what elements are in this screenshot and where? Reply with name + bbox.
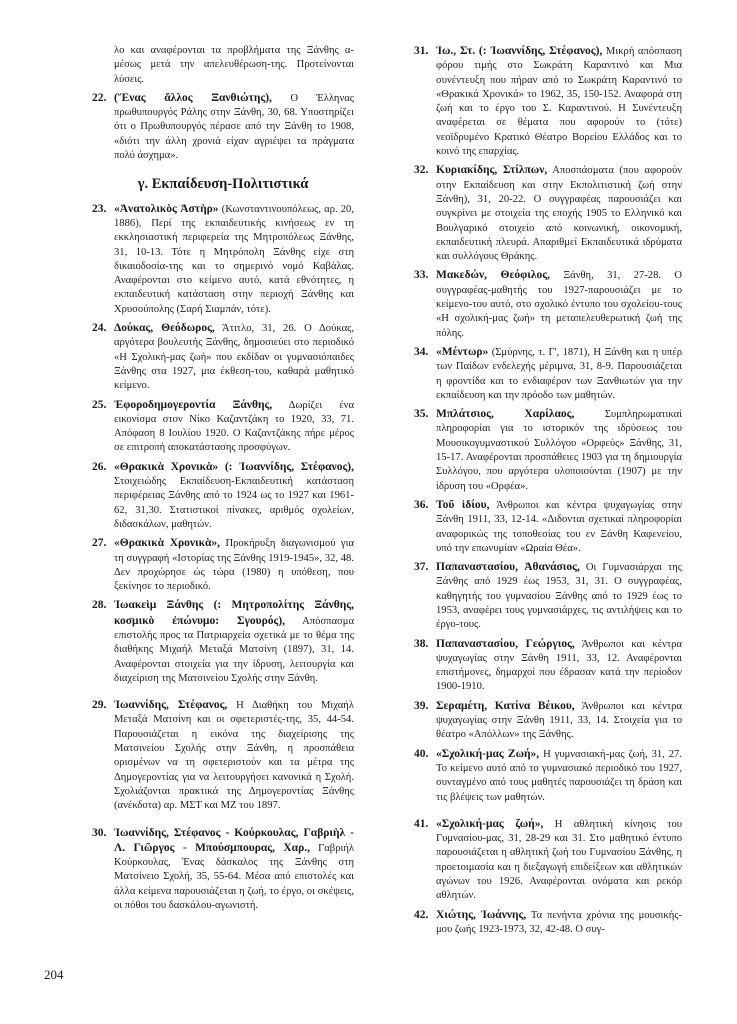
entry-body: Αποσπάσματα (που αφορούν στην Εκπαίδευση και στην Εκπολιτιστική ζωή στην Ξάνθη), 31, 20-22. Ο συγγραφέας παρουσιάζει και συγκρίνει με στοιχεία της εποχής 1905 το Ελληνικό και Βουλγαρικό στοιχείο από κοινωνική, οικονομική, εκπαιδευτική πλευρά. Απαριθμεί Εκπαιδευτικά ιδρύματα και συλλόγους Θράκης. <box>436 165 683 263</box>
right-column <box>414 44 682 941</box>
entry-heading: Μακεδών, Θεόφιλος, <box>436 269 550 282</box>
entry-heading: Ἐφοροδημογεροντία Ξάνθης, <box>114 398 273 411</box>
entry-body: Άνθρωποι και κέντρα ψυχαγωγίας στην Ξάνθη 1911, 33, 14. Στοιχεία για το θέατρο «Απόλλων» της Ξάνθης. <box>436 700 682 741</box>
index-entry-32 <box>414 163 682 264</box>
entry-heading: Τοῦ ἰδίου, <box>436 498 490 511</box>
index-entry-37 <box>414 560 682 632</box>
entry-body: Άτιτλο, 31, 26. Ο Δούκας, αργότερα βουλευτής Ξάνθης, δημοσιεύει στο περιοδικό «Η Σχολική-μας ζωή» που εκδίδαν οι γυμνασιόπαιδες Ξάνθης στα 1927, μια έκθεση-του, καθαρά μαθητικό κείμενο. <box>114 323 354 392</box>
entry-heading: Μπλάτσιος, Χαρίλαος, <box>436 408 575 421</box>
entry-body: Γαβριήλ Κούρκουλας, Ένας δάσκαλος της Ξάνθης στη Ματσίνειο Σχολή, 35, 55-64. Μέσα από επιστολές και άλλα κείμενα παρουσιάζεται η ζωή, το έργο, οι σκέψεις, οι πόθοι του δασκάλου-αγωνιστή. <box>114 842 355 912</box>
entry-heading: (Ἕνας ἄλλος Ξανθιώτης), <box>114 91 272 104</box>
index-entry-36 <box>414 498 682 556</box>
entry-heading: «Θρακικὰ Χρονικὰ» (: Ἰωαννίδης, Στέφανος), <box>114 460 354 473</box>
entry-body: Συμπληρωματικαί πληροφορίαι για το ιστορικόν της ιδρύσεως του Μουσικογυμναστικού Συλλόγου «Ορφεύς» Ξάνθης, 31, 15-17. Αναφέρονται προσπάθειες 1903 για τη δημιουργία Συλλόγου, που αργότερα υλοποιούνται (1907) με την ίδρυση του «Ορφέα». <box>436 409 682 492</box>
entry-number: 27. <box>92 537 107 550</box>
entry-number: 38. <box>414 637 429 650</box>
entry-heading: Παπαναστασίου, Γεώργιος, <box>436 637 575 650</box>
entry-number: 41. <box>414 817 429 830</box>
index-entry-41 <box>414 817 682 904</box>
index-entry-39 <box>414 699 682 743</box>
entry-body: Προκήρυξη διαγωνισμού για τη συγγραφή «Ιστορίας της Ξάνθης 1919-1945», 32, 48. Δεν προχώρησε ώς τώρα (1980) η υπόθεση, που ξεκίνησε το περιοδικό. <box>114 538 354 593</box>
index-entry-34 <box>414 345 682 403</box>
entry-heading: «Μέντωρ» <box>436 345 489 358</box>
entry-heading: Ἰωακεὶμ Ξάνθης (: Μητροπολίτης Ξάνθης, κοσμικὸ ἐπώνυμο: Σγουρός), <box>114 599 354 627</box>
entry-heading: Δούκας, Θεόδωρος, <box>114 322 215 335</box>
index-entry-24 <box>92 321 354 393</box>
entry-number: 37. <box>414 561 429 574</box>
entry-number: 33. <box>414 269 429 282</box>
index-entry-33 <box>414 268 682 340</box>
entry-number: 30. <box>92 826 107 839</box>
entry-number: 32. <box>414 164 429 177</box>
entry-body: Οι Γυμνασιάρχαι της Ξάνθης από 1929 έως 1953, 31, 31. Ο συγγραφέας, καθηγητής του γυμνασίου Ξάνθης από το 1929 έως το 1953, αναφέρει τους γυμνασιάρχες, τις αντιλήψεις και το έργο-τους. <box>436 562 682 631</box>
entry-body: Ξάνθη, 31, 27-28. Ο συγγραφέας-μαθητής του 1927-παρουσιάζει με το κείμενο-του αυτό, στο σχολικό έντυπο του σχολείου-τους «Η σχολική-μας ζωή» τη μεταπελευθερωτική ζωή της πόλης. <box>436 270 682 339</box>
entry-body: Άνθρωποι και κέντρα ψυχαγωγίας στην Ξάνθη 1911, 33, 12-14. «Διδονται σχετικαί πληροφορίαι αναφορικώς της τοποθεσίας του εν Ξάνθη Καφενείου, υπό την επωνυμίαν «Ωραία Θέα». <box>436 499 682 554</box>
entry-heading: Ἰωαννίδης, Στέφανος - Κούρκουλας, Γαβριὴλ - Λ. Γιῶργος - Μπούσμπουρας, Χαρ., <box>114 826 354 854</box>
continuation-text: λο και αναφέρονται τα προβλήματα της Ξάνθης α-μέσως μετά την απελευθέρωση-της. Προτείνονται λύσεις. <box>114 45 354 85</box>
entry-number: 35. <box>414 408 429 421</box>
index-entry-35 <box>414 407 682 494</box>
entry-heading: Χιώτης, Ἰωάννης, <box>436 908 527 921</box>
entry-number: 23. <box>92 202 107 215</box>
index-entry-25 <box>92 398 354 456</box>
entry-body: Στοιχειώδης Εκπαίδευση-Εκπαιδευτική κατάσταση περιφέρειας Ξάνθης από το 1924 ως το 1927 και 1961-62, 31,30. Στατιστικοί πίνακες, αριθμός σχολείων, διδασκάλων, μαθητών. <box>114 476 354 530</box>
entry-heading: «Ἀνατολικὸς Ἀστὴρ» <box>114 202 219 215</box>
entry-body: Ο Έλληνας πρωθυπουργός Ράλης στην Ξάνθη, 30, 68. Υποστηρίζει ότι ο Πρωθυπουργός πέρασε από την Ξάνθη το 1908, «διότι την άλλη χρονιά είχαν αγριέψει τα πράγματα πολύ άσχημα». <box>114 92 354 162</box>
entry-number: 26. <box>92 460 107 473</box>
entry-heading: Σεραμέτη, Κατίνα Βέικου, <box>436 699 575 712</box>
index-entry-22 <box>92 91 354 163</box>
entry-body: Η αθλητική κίνησις του Γυμνασίου-μας, 31, 28-29 και 31. Στο μαθητικό έντυπο παρουσιάζεται η αθλητική ζωή του Γυμνασίου Ξάνθης, η προετοιμασία και η διεξαγωγή επιδείξεων και αθλητικών αγώνων του 1926. Αναφέρονται ονόματα και ρεκόρ αθλητών. <box>436 818 683 902</box>
entry-body: Απόσπασμα επιστολής προς τα Πατριαρχεία σχετικά με το θέμα της διαθήκης Μιχαήλ Μεταξά Ματσίνη (1897), 31, 14. Αναφέρονται στοιχεία για την ίδρυση, λειτουργία και διαχείριση της Ματσινείου Σχολής στην Ξάνθη. <box>114 615 354 684</box>
entry-number: 42. <box>414 908 429 921</box>
index-entry-27 <box>92 536 354 594</box>
entry-body: (Σμύρνης, τ. Γ', 1871), Η Ξάνθη και η υπέρ των Παίδων ενδελεχής μέριμνα, 31, 8-9. Παρουσιάζεται η φροντίδα και το ενδιαφέρον των Ξανθιωτών για την εκπαίδευση και την πρόοδο των μαθητών. <box>436 346 682 401</box>
entry-heading: Ἰω., Στ. (: Ἰωαννίδης, Στέφανος), <box>436 45 603 57</box>
index-entry-38 <box>414 637 682 695</box>
entry-number: 40. <box>414 747 429 760</box>
index-entry-42 <box>414 908 682 938</box>
index-entry-30 <box>92 826 354 914</box>
entry-number: 25. <box>92 398 107 411</box>
entry-body: Δωρίζει ένα εικονίσμα στον Νίκο Καζαντζάκη το 1920, 33, 71. Απόφαση 8 Ιουλίου 1920. Ο Καζαντζάκης πήρε μέρος σε επιτροπή αποκατάστασης προσφύγων. <box>114 399 355 454</box>
entry-heading: Κυριακίδης, Στίλπων, <box>436 164 548 177</box>
entry-body: Άνθρωποι και κέντρα ψυχαγωγίας στην Ξάνθη 1911, 33, 12. Αναφέρονται επιστήμονες, δημαρχοί που έδρασαν κατά την περίοδον 1900-1910. <box>436 638 682 693</box>
entry-number: 22. <box>92 91 107 104</box>
entry-number: 34. <box>414 345 429 358</box>
entry-heading: «Σχολική-μας Ζωή», <box>436 747 540 760</box>
index-entry-28 <box>92 598 354 686</box>
index-entry-29 <box>92 698 354 813</box>
entry-number: 24. <box>92 322 107 335</box>
entry-body: Η Διαθήκη του Μιχαήλ Μεταξά Ματσίνη και οι σφετεριστές-της, 35, 44-54. Παρουσιάζεται η εικόνα της διαχείρισης της Ματσινείου Σχολής στην Ξάνθη, η προσπάθεια ορισμένων να τη σφετεριστούν και τα μέτρα της Δημογεροντίας για να λειτουργήσει κανονικά η Σχολή. Σχολιάζονται πρακτικά της Δημογεροντίας Ξάνθης (ανέκδοτα) αρ. ΜΣΤ και ΜΖ του 1897. <box>114 700 354 812</box>
entry-number: 28. <box>92 599 107 612</box>
entry-number: 36. <box>414 498 429 511</box>
entry-number: 31. <box>414 45 429 57</box>
entry-body: (Κωνσταντινουπόλεως, αρ. 20, 1886), Περί της εκπαιδευτικής κινήσεως εν τη εκκλησιαστική περιφερεία της Μητροπόλεως Ξάνθης, 31, 10-13. Τότε η Μητρόπολη Ξάνθης είχε στη δικαιοδοσία-της και το σημερινό νομό Καβάλας. Αναφέρονται στο κείμενο αυτό, κατά εθνότητες, η εκπαιδευτική κατάσταση στην περιοχή Ξάνθης και Χρυσούπολης (Σαρή Σιαμπάν, τότε). <box>114 203 354 315</box>
page-number: 204 <box>44 967 64 982</box>
index-entry-23 <box>92 202 354 317</box>
entry-heading: «Θρακικὰ Χρονικὰ», <box>114 537 221 550</box>
index-entry-31 <box>414 44 682 159</box>
index-entry-40 <box>414 747 682 805</box>
entry-body: Μικρή απόσπαση φόρου τιμής στο Σωκράτη Καραντινό και Μια συνέντευξη που πήραν από το Σωκράτη Καραντινό το «Θρακικά Χρονικά» το 1962, 35, 150-152. Αναφορά στη ζωή και το έργο του Σ. Καραντινού. Η Συνέντευξη αναφέρεται σε θέματα που αφορούν το (τότε) νεοϊδρυμένο Κρατικό Θέατρο Βορείου Ελλάδος και το κοινό της επαρχίας. <box>436 46 682 158</box>
entry-heading: Ἰωαννίδης, Στέφανος, <box>114 699 228 712</box>
entry-heading: «Σχολική-μας ζωή», <box>436 817 544 830</box>
entry-body: Τα πενήντα χρόνια της μουσικής-μου ζωής 1923-1973, 32, 42-48. Ο συγ- <box>436 909 683 935</box>
entry-heading: Παπαναστασίου, Ἀθανάσιος, <box>436 561 580 574</box>
entry-number: 29. <box>92 699 107 712</box>
left-column <box>92 44 354 917</box>
entry-body: Η γυμνασιακή-μας ζωή, 31, 27. Το κείμενο αυτό από το γυμνασιακό περιοδικό του 1927, συνταγμένο από τους μαθητές παρουσιάζει τη δράση και τις βλέψεις των μαθητών. <box>436 748 682 803</box>
index-entry-26 <box>92 460 354 532</box>
entry-number: 39. <box>414 699 429 712</box>
section-title: γ. Εκπαίδευση-Πολιτιστικά <box>137 176 309 193</box>
